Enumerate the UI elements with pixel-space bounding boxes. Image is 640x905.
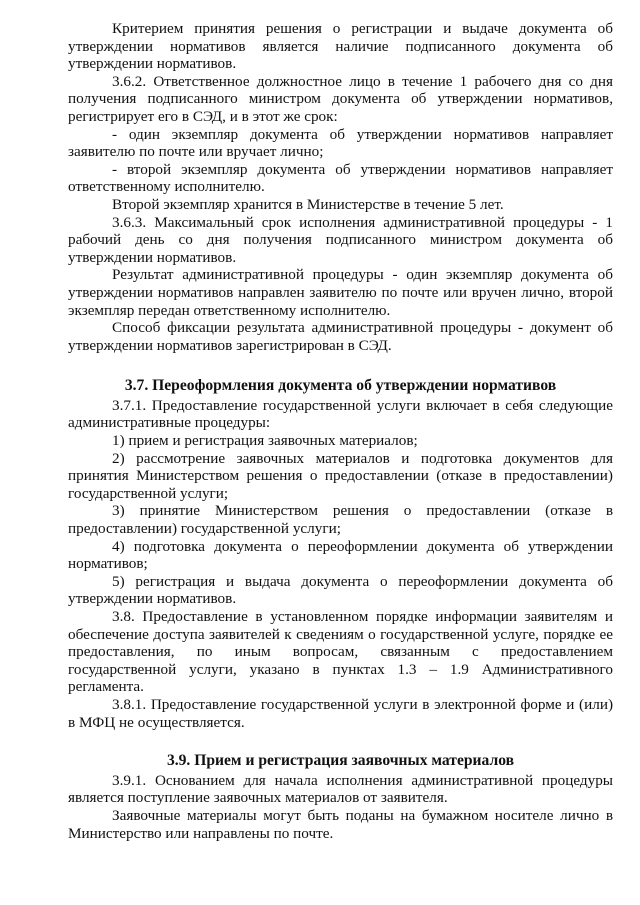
paragraph: - второй экземпляр документа об утверждении нормативов направляет ответственному исполнителю. (68, 160, 613, 196)
paragraph: 3.8. Предоставление в установленном порядке информации заявителям и обеспечение доступа заявителей к сведениям о государственной услуге, порядке ее предоставления, по иным вопросам, связанным с предоставлением государственной услуги, указано в пунктах 1.3 – 1.9 Административного регламента. (68, 608, 613, 696)
paragraph: 3.6.2. Ответственное должностное лицо в течение 1 рабочего дня со дня получения подписанного министром документа об утверждении нормативов, регистрирует его в СЭД, и в этот же срок: (68, 72, 613, 125)
paragraph: Заявочные материалы могут быть поданы на бумажном носителе лично в Министерство или направлены по почте. (68, 806, 613, 842)
list-item: 5) регистрация и выдача документа о переоформлении документа об утверждении нормативов. (68, 572, 613, 608)
document-page (68, 20, 613, 842)
list-item: 2) рассмотрение заявочных материалов и подготовка документов для принятия Министерством решения о предоставлении (отказе в предоставлении) государственной услуги; (68, 449, 613, 502)
paragraph: 3.9.1. Основанием для начала исполнения административной процедуры является поступление заявочных материалов от заявителя. (68, 771, 613, 807)
paragraph: Критерием принятия решения о регистрации и выдаче документа об утверждении нормативов является наличие подписанного документа об утверждении нормативов. (68, 20, 613, 73)
paragraph: - один экземпляр документа об утверждении нормативов направляет заявителю по почте или вручает лично; (68, 125, 613, 161)
paragraph: 3.8.1. Предоставление государственной услуги в электронной форме и (или) в МФЦ не осуществляется. (68, 695, 613, 731)
section-heading-3-7: 3.7. Переоформления документа об утверждении нормативов (124, 377, 557, 395)
section-heading-3-9: 3.9. Прием и регистрация заявочных материалов (166, 752, 515, 770)
paragraph: 3.7.1. Предоставление государственной услуги включает в себя следующие административные процедуры: (68, 396, 613, 432)
paragraph: Способ фиксации результата административной процедуры - документ об утверждении нормативов зарегистрирован в СЭД. (68, 319, 613, 354)
paragraph: 3.6.3. Максимальный срок исполнения административной процедуры - 1 рабочий день со дня получения подписанного министром документа об утверждении нормативов. (68, 213, 613, 266)
list-item: 1) прием и регистрация заявочных материалов; (112, 432, 418, 450)
list-item: 4) подготовка документа о переоформлении документа об утверждении нормативов; (68, 537, 613, 573)
list-item: 3) принятие Министерством решения о предоставлении (отказе в предоставлении) государственной услуги; (68, 502, 613, 538)
paragraph: Второй экземпляр хранится в Министерстве в течение 5 лет. (112, 195, 504, 213)
paragraph: Результат административной процедуры - один экземпляр документа об утверждении нормативов направлен заявителю по почте или вручен лично, второй экземпляр передан ответственному исполнителю. (68, 266, 613, 319)
